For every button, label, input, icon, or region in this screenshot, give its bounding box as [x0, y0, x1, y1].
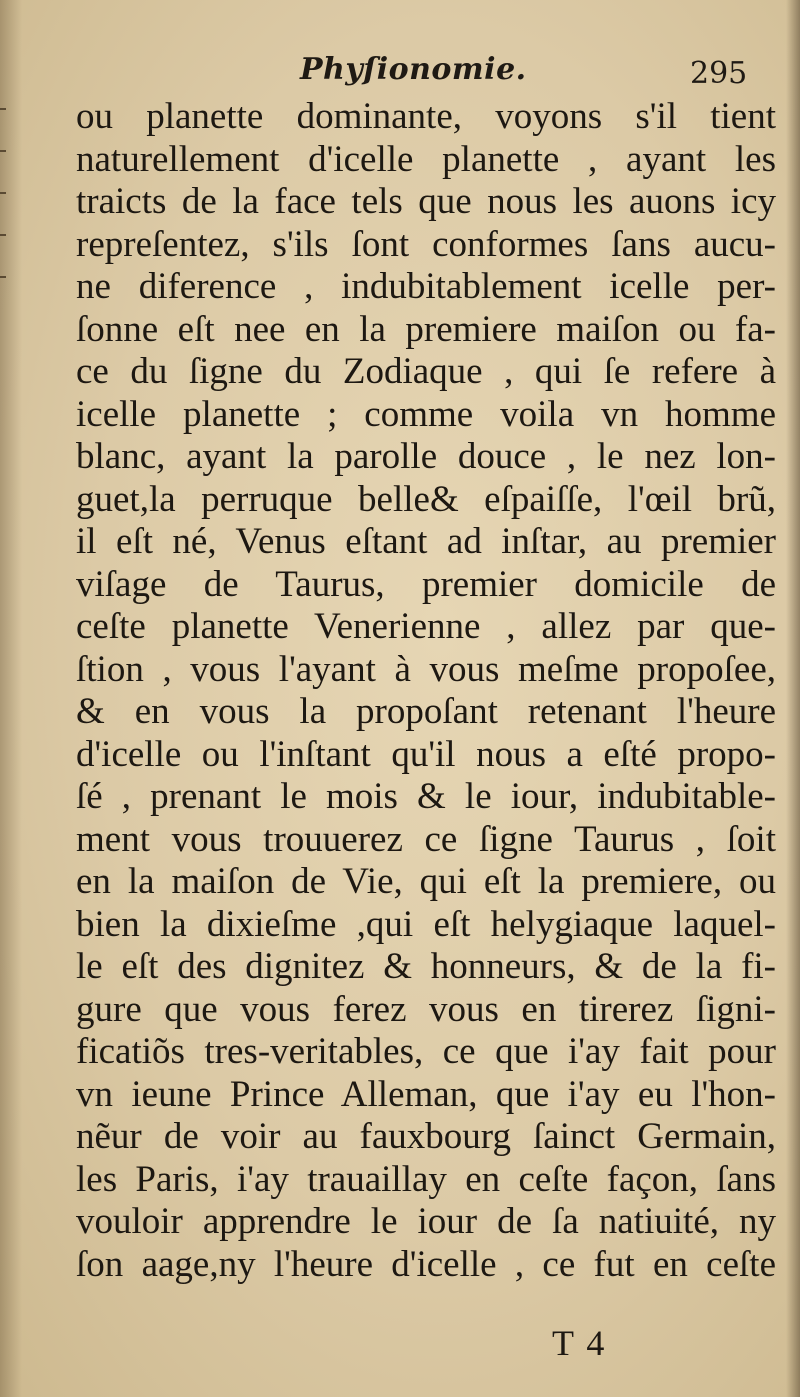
signature-mark: T 4 [552, 1323, 607, 1363]
text-line: d'icelle ou l'inſtant qu'il nous a eſté propo- [76, 733, 776, 775]
text-line: ſon aage,ny l'heure d'icelle , ce fut en ceſte [76, 1243, 776, 1285]
page-number: 295 [690, 56, 748, 91]
body-text [76, 96, 776, 1286]
text-line: ſtion , vous l'ayant à vous meſme propoſee, [76, 648, 776, 690]
text-line: & en vous la propoſant retenant l'heure [76, 691, 776, 732]
text-line: viſage de Taurus, premier domicile de [76, 563, 776, 605]
margin-marks [0, 108, 14, 338]
text-line: blanc, ayant la parolle douce , le nez lon- [76, 436, 776, 477]
text-line: bien la dixieſme ,qui eſt helygiaque laquel- [76, 903, 776, 945]
text-line: vn ieune Prince Alleman, que i'ay eu l'hon- [76, 1073, 776, 1115]
text-line: il eſt né, Venus eſtant ad inſtar, au premier [76, 521, 776, 562]
text-line: en la maiſon de Vie, qui eſt la premiere, ou [76, 861, 776, 902]
text-line: traicts de la face tels que nous les auons icy [76, 181, 776, 222]
text-line: ſonne eſt nee en la premiere maiſon ou fa- [76, 308, 776, 350]
text-line: ment vous trouuerez ce ſigne Taurus , ſoit [76, 818, 776, 860]
text-line: gure que vous ferez vous en tirerez ſigni- [76, 988, 776, 1030]
text-line: ficatiõs tres-veritables, ce que i'ay fait pour [76, 1031, 776, 1072]
text-line: ou planette dominante, voyons s'il tient [76, 96, 776, 137]
text-line: ſé , prenant le mois & le iour, indubitable- [76, 776, 776, 817]
text-line: ceſte planette Venerienne , allez par que- [76, 606, 776, 647]
text-line: repreſentez, s'ils ſont conformes ſans aucu- [76, 223, 776, 265]
text-line: nẽur de voir au fauxbourg ſainct Germain, [76, 1116, 776, 1157]
text-line: ce du ſigne du Zodiaque , qui ſe refere à [76, 351, 776, 392]
running-head: Phyſionomie. [300, 52, 527, 87]
text-line: les Paris, i'ay trauaillay en ceſte façon, ſans [76, 1158, 776, 1200]
text-line: naturellement d'icelle planette , ayant les [76, 138, 776, 180]
text-line: ne diference , indubitablement icelle per- [76, 266, 776, 307]
text-line: vouloir apprendre le iour de ſa natiuité, ny [76, 1201, 776, 1242]
text-line: le eſt des dignitez & honneurs, & de la fi- [76, 946, 776, 987]
text-line: guet,la perruque belle& eſpaiſſe, l'œil brũ, [76, 478, 776, 520]
text-line: icelle planette ; comme voila vn homme [76, 393, 776, 435]
